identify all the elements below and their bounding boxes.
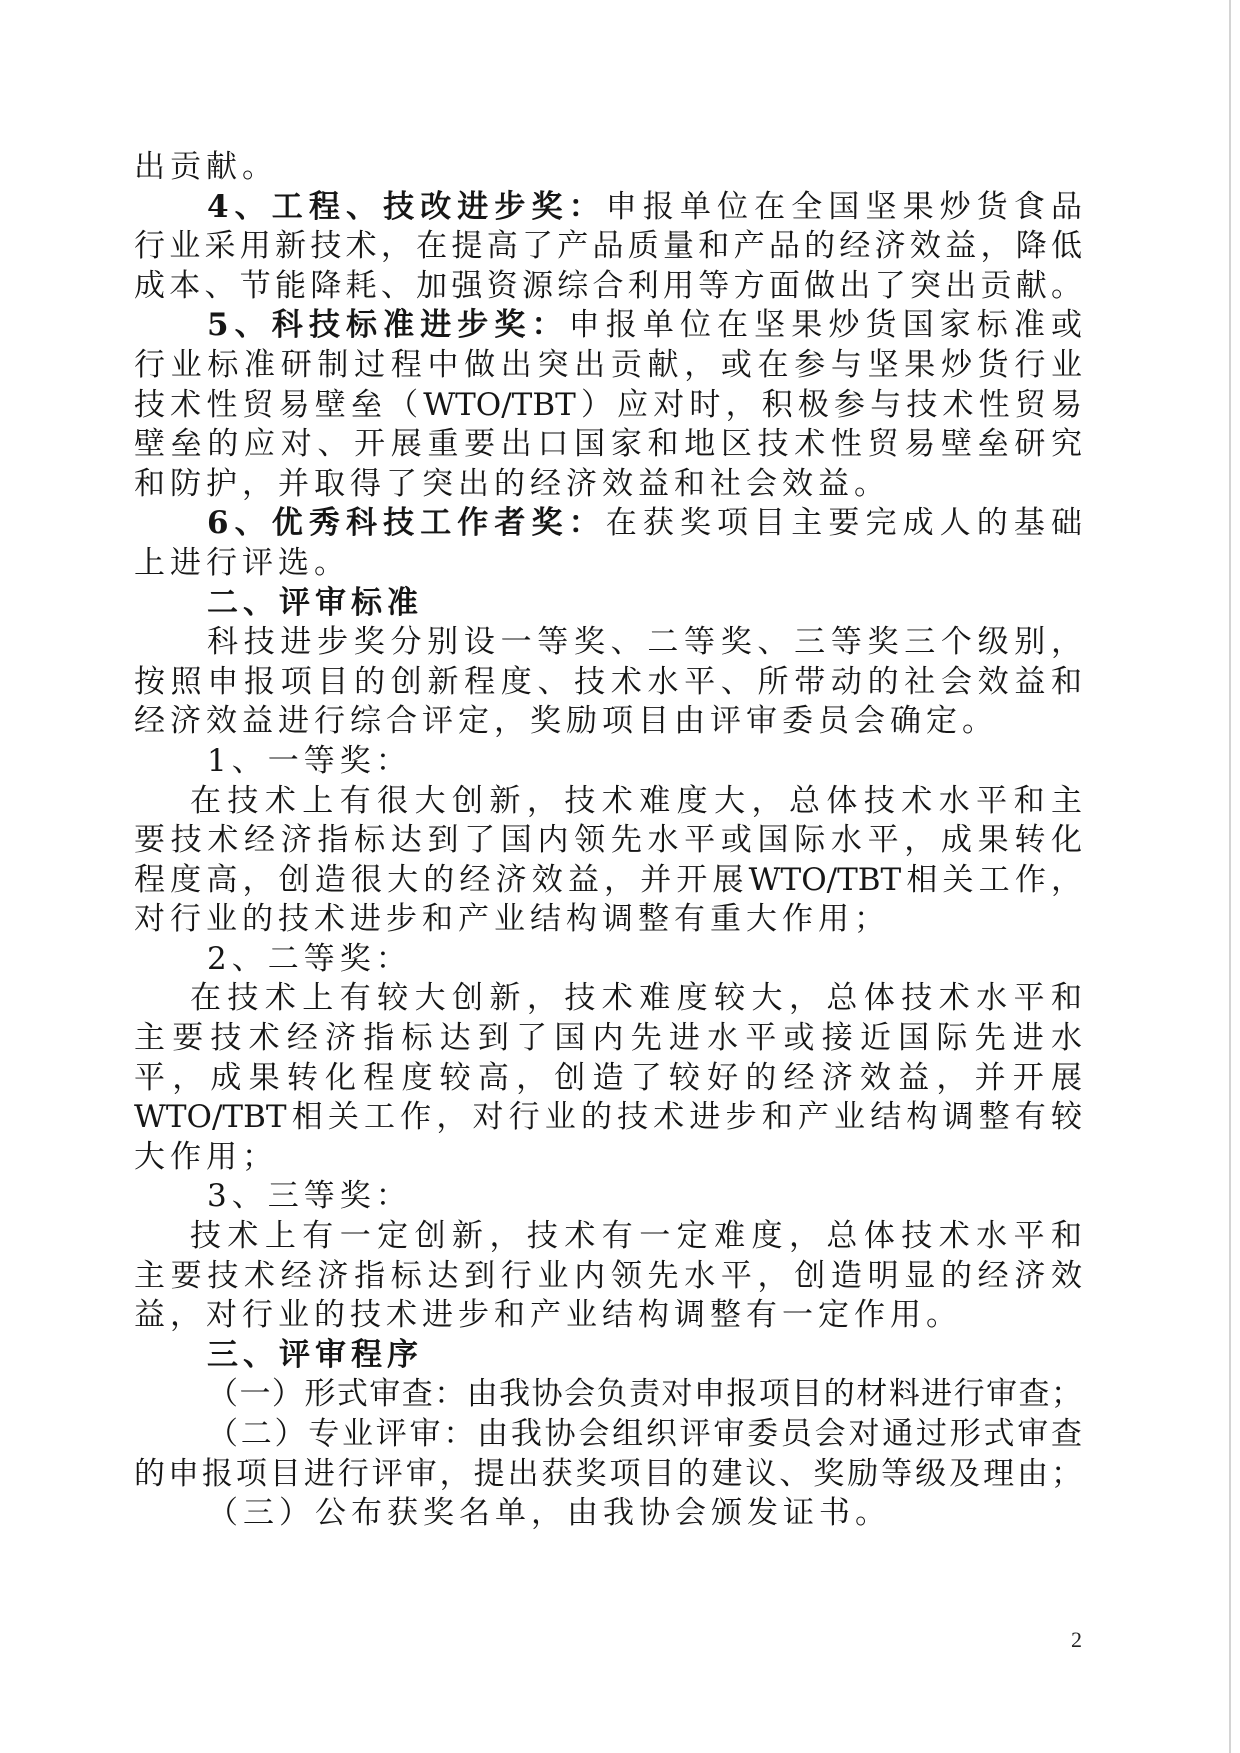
line-text: 壁垒的应对、开展重要出口国家和地区技术性贸易壁垒研究 [134, 426, 1082, 463]
text-line [134, 782, 1082, 822]
line-text: 程度高，创造很大的经济效益，并开展WTO/TBT相关工作， [134, 861, 1082, 898]
text-line [134, 861, 1082, 901]
line-text: 在技术上有较大创新，技术难度较大，总体技术水平和 [190, 980, 1082, 1017]
text-line [134, 1455, 1082, 1495]
grade-heading [134, 940, 1082, 980]
line-text: 要技术经济指标达到了国内领先水平或国际水平，成果转化 [134, 822, 1082, 859]
text-line [134, 900, 1082, 940]
award-label: 6、优秀科技工作者奖： [207, 505, 606, 542]
section-heading-text: 二、评审标准 [207, 584, 423, 621]
text-line [134, 663, 1082, 703]
text-line [134, 1098, 1082, 1138]
section-heading [134, 584, 1082, 624]
text-line [134, 267, 1082, 307]
text-line [134, 227, 1082, 267]
text-line [134, 1059, 1082, 1099]
award-label: 5、科技标准进步奖： [207, 307, 569, 344]
page-number: 2 [1071, 1627, 1082, 1652]
line-text: 主要技术经济指标达到行业内领先水平，创造明显的经济效 [134, 1257, 1082, 1294]
award-paragraph-start [134, 504, 1082, 544]
procedure-item [134, 1415, 1082, 1455]
line-text: 成本、节能降耗、加强资源综合利用等方面做出了突出贡献。 [134, 267, 1082, 304]
line-text: 申报单位在全国坚果炒货食品 [605, 188, 1082, 225]
line-text: 的申报项目进行评审，提出获奖项目的建议、奖励等级及理由； [134, 1455, 1082, 1492]
section-heading-text: 三、评审程序 [207, 1336, 423, 1373]
line-text: （三）公布获奖名单，由我协会颁发证书。 [207, 1495, 891, 1532]
grade-heading-text: 1、一等奖： [207, 742, 412, 779]
section-heading [134, 1336, 1082, 1376]
text-line [134, 346, 1082, 386]
award-label: 4、工程、技改进步奖： [207, 188, 606, 225]
text-line [134, 1217, 1082, 1257]
grade-heading-text: 3、三等奖： [207, 1178, 412, 1215]
text-line [134, 702, 1082, 742]
award-paragraph-start [134, 188, 1082, 228]
text-line [134, 1257, 1082, 1297]
procedure-item [134, 1494, 1082, 1534]
award-paragraph-start [134, 306, 1082, 346]
line-text: 益，对行业的技术进步和产业结构调整有一定作用。 [134, 1297, 962, 1334]
line-text: 申报单位在坚果炒货国家标准或 [568, 307, 1082, 344]
text-line [134, 386, 1082, 426]
text-line [134, 623, 1082, 663]
text-line [134, 979, 1082, 1019]
line-text: WTO/TBT相关工作，对行业的技术进步和产业结构调整有较 [134, 1099, 1082, 1136]
line-text: 科技进步奖分别设一等奖、二等奖、三等奖三个级别， [207, 624, 1082, 661]
line-text: 和防护，并取得了突出的经济效益和社会效益。 [134, 465, 890, 502]
text-line [134, 544, 1082, 584]
text-line [134, 1296, 1082, 1336]
grade-heading [134, 742, 1082, 782]
text-line [134, 465, 1082, 505]
line-text: 行业采用新技术，在提高了产品质量和产品的经济效益，降低 [134, 228, 1082, 265]
line-text: 行业标准研制过程中做出突出贡献，或在参与坚果炒货行业 [134, 346, 1082, 383]
line-text: 经济效益进行综合评定，奖励项目由评审委员会确定。 [134, 703, 998, 740]
line-text: 技术性贸易壁垒（WTO/TBT）应对时，积极参与技术性贸易 [134, 386, 1082, 423]
line-text: 上进行评选。 [134, 544, 350, 581]
grade-heading [134, 1177, 1082, 1217]
text-line [134, 148, 1082, 188]
text-line [134, 821, 1082, 861]
line-text: （二）专业评审：由我协会组织评审委员会对通过形式审查 [207, 1416, 1082, 1452]
line-text: 出贡献。 [134, 149, 278, 185]
document-body [134, 148, 1082, 1534]
line-text: 在获奖项目主要完成人的基础 [605, 505, 1082, 542]
line-text: （一）形式审查：由我协会负责对申报项目的材料进行审查； [207, 1376, 1082, 1413]
grade-heading-text: 2、二等奖： [207, 940, 412, 977]
procedure-item [134, 1375, 1082, 1415]
line-text: 主要技术经济指标达到了国内先进水平或接近国际先进水 [134, 1020, 1082, 1057]
text-line [134, 1019, 1082, 1059]
line-text: 在技术上有很大创新，技术难度大，总体技术水平和主 [190, 782, 1082, 819]
text-line [134, 1138, 1082, 1178]
line-text: 大作用； [134, 1138, 278, 1175]
line-text: 按照申报项目的创新程度、技术水平、所带动的社会效益和 [134, 663, 1082, 700]
scan-edge-line [1229, 0, 1231, 1753]
line-text: 对行业的技术进步和产业结构调整有重大作用； [134, 901, 890, 938]
line-text: 技术上有一定创新，技术有一定难度，总体技术水平和 [190, 1218, 1082, 1255]
line-text: 平，成果转化程度较高，创造了较好的经济效益，并开展 [134, 1059, 1082, 1096]
text-line [134, 425, 1082, 465]
